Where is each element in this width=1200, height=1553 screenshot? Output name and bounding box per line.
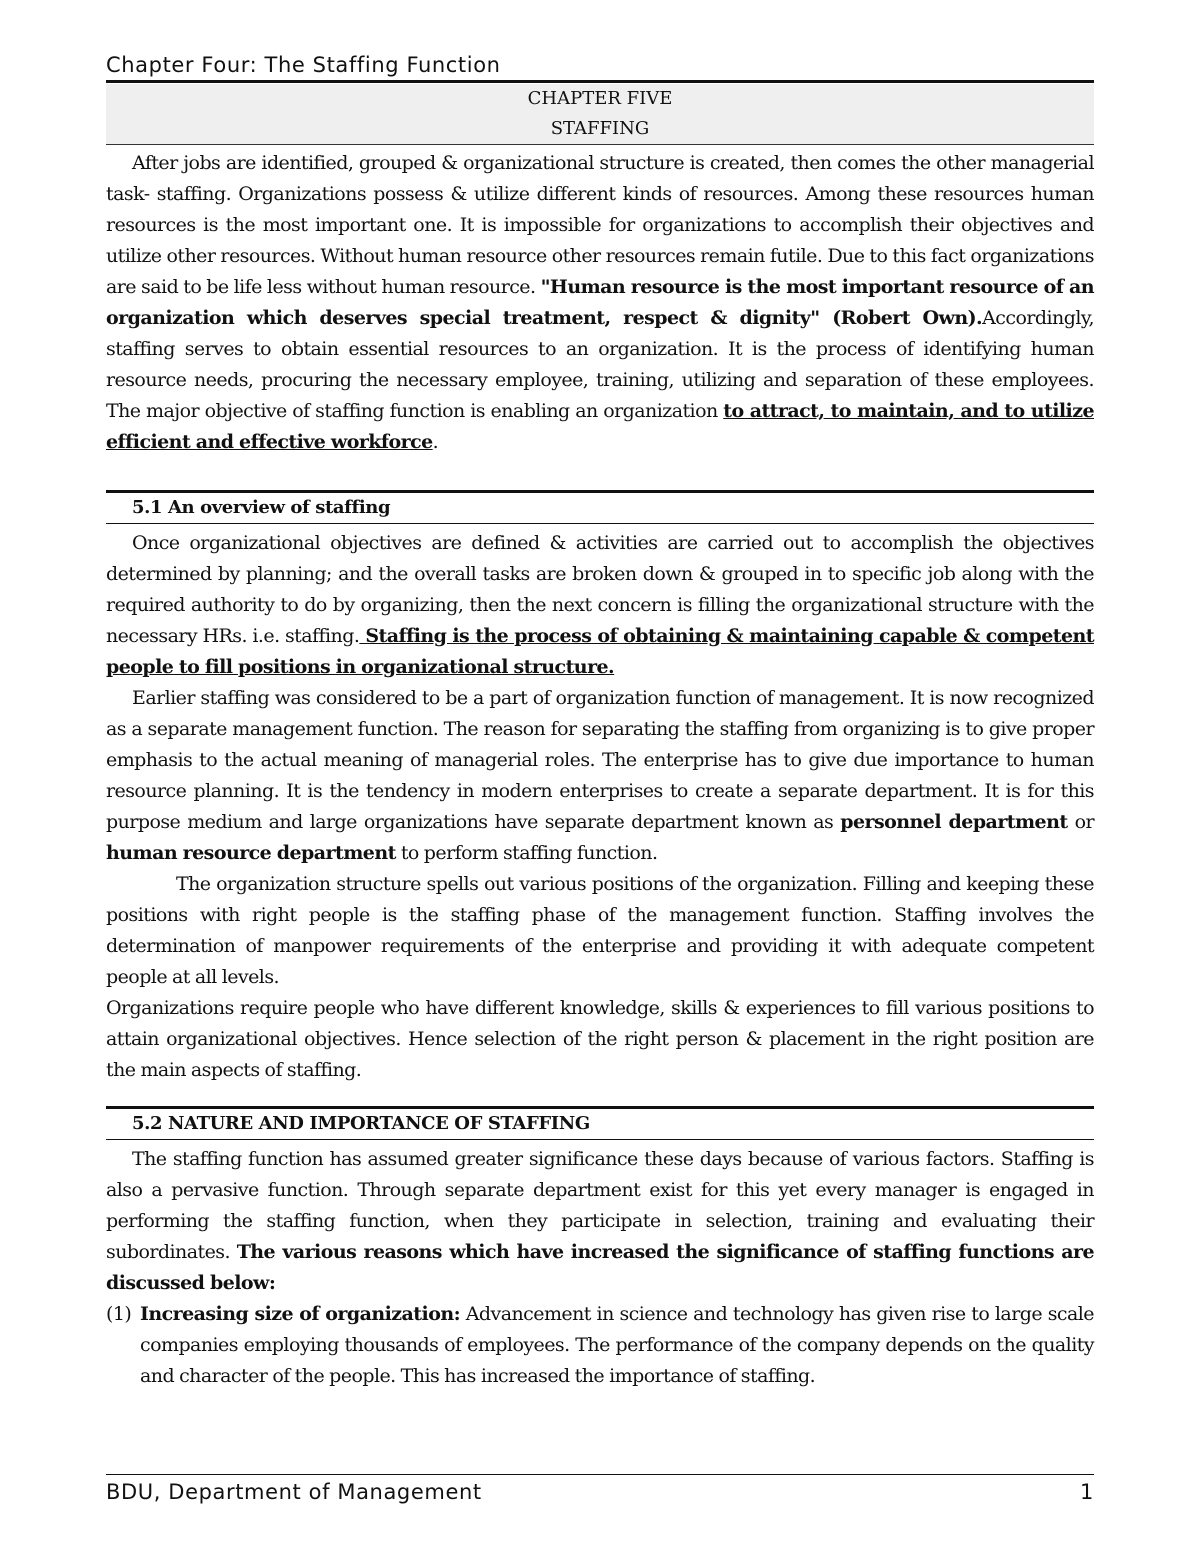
s1-paragraph-1 [106,528,1094,683]
s2-paragraph-1: The staffing function has assumed greater significance these days because of various factors. Staffing is also a pervasive function. Through separate department exist for this yet every manager is engaged in performing the staffing function, when they participate in selection, training and evaluating their subordinates. The various reasons which have increased the significance of staffing functions are discussed below: [106,1148,1095,1294]
section-5-2-body [106,1144,1094,1392]
footer-department: BDU, Department of Management [106,1480,482,1504]
page-footer [106,1474,1094,1509]
intro-text-3: . [432,431,439,453]
s2-reasons-intro: The various reasons which have increased the significance of staffing functions are discussed below: [106,1241,1095,1294]
section-5-1-body [106,528,1094,1086]
chapter-title-box [106,84,1094,145]
section-heading-5-1: 5.1 An overview of staffing [106,490,1094,524]
list-item-number: (1) [106,1303,132,1325]
document-page [106,0,1094,1553]
s1-definition: Staffing is the process of obtaining & maintaining capable & competent people to fill positions in organizational structure. [106,625,1094,678]
page-number: 1 [1080,1480,1094,1504]
intro-section [106,148,1094,458]
intro-text-1: After jobs are identified, grouped & organizational structure is created, then comes the other managerial task- staffing. Organizations possess & utilize different kinds of resources. Among these resources human resources is the most important one. It is impossible for organizations to accomplish their objectives and utilize other resources. Without human resource other resources remain futile. Due to this fact organizations are said to be life less without human resource. [106,152,1094,298]
s1-paragraph-2: Earlier staffing was considered to be a part of organization function of management. It is now recognized as a separate management function. The reason for separating the staffing from organizing is to give proper emphasis to the actual meaning of managerial roles. The enterprise has to give due importance to human resource planning. It is the tendency in modern enterprises to create a separate department. It is for this purpose medium and large organizations have separate department known as personnel department or human resource department to perform staffing function. [106,687,1094,864]
s1-p1-text: Once organizational objectives are defined & activities are carried out to accomplish the objectives determined by planning; and the overall tasks are broken down & grouped in to specific job along with the required authority to do by organizing, then the next concern is filling the organizational structure with the necessary HRs. i.e. staffing. [106,532,1094,647]
list-item-title: Increasing size of organization: [140,1303,461,1325]
list-item-text: Advancement in science and technology has given rise to large scale companies employing thousands of employees. The performance of the company depends on the quality and character of the people. This has increased the importance of staffing. [140,1303,1094,1387]
list-item [106,1299,1094,1392]
s1-personnel-dept: personnel department [840,811,1068,833]
intro-quote: "Human resource is the most important resource of an organization which deserves special treatment, respect & dignity" (Robert Own). [106,276,1094,329]
intro-objective: to attract, to maintain, and to utilize efficient and effective workforce [106,400,1094,453]
intro-text-2: Accordingly, staffing serves to obtain essential resources to an organization. It is the process of identifying human resource needs, procuring the necessary employee, training, utilizing and separation of these employees. The major objective of staffing function is enabling an organization [106,307,1094,422]
s1-paragraph-3: The organization structure spells out various positions of the organization. Filling and keeping these positions with right people is the staffing phase of the management function. Staffing involves the determination of manpower requirements of the enterprise and providing it with adequate competent people at all levels. [106,873,1094,988]
chapter-title: STAFFING [550,118,650,139]
s1-hr-dept: human resource department [106,842,396,864]
s1-paragraph-4: Organizations require people who have different knowledge, skills & experiences to fill various positions to attain organizational objectives. Hence selection of the right person & placement in the right position are the main aspects of staffing. [106,997,1094,1081]
section-heading-5-2: 5.2 NATURE AND IMPORTANCE OF STAFFING [106,1106,1094,1140]
list-item-body [140,1299,1094,1392]
chapter-number: CHAPTER FIVE [527,88,673,109]
running-header: Chapter Four: The Staffing Function [106,50,1094,83]
intro-paragraph [106,148,1094,458]
